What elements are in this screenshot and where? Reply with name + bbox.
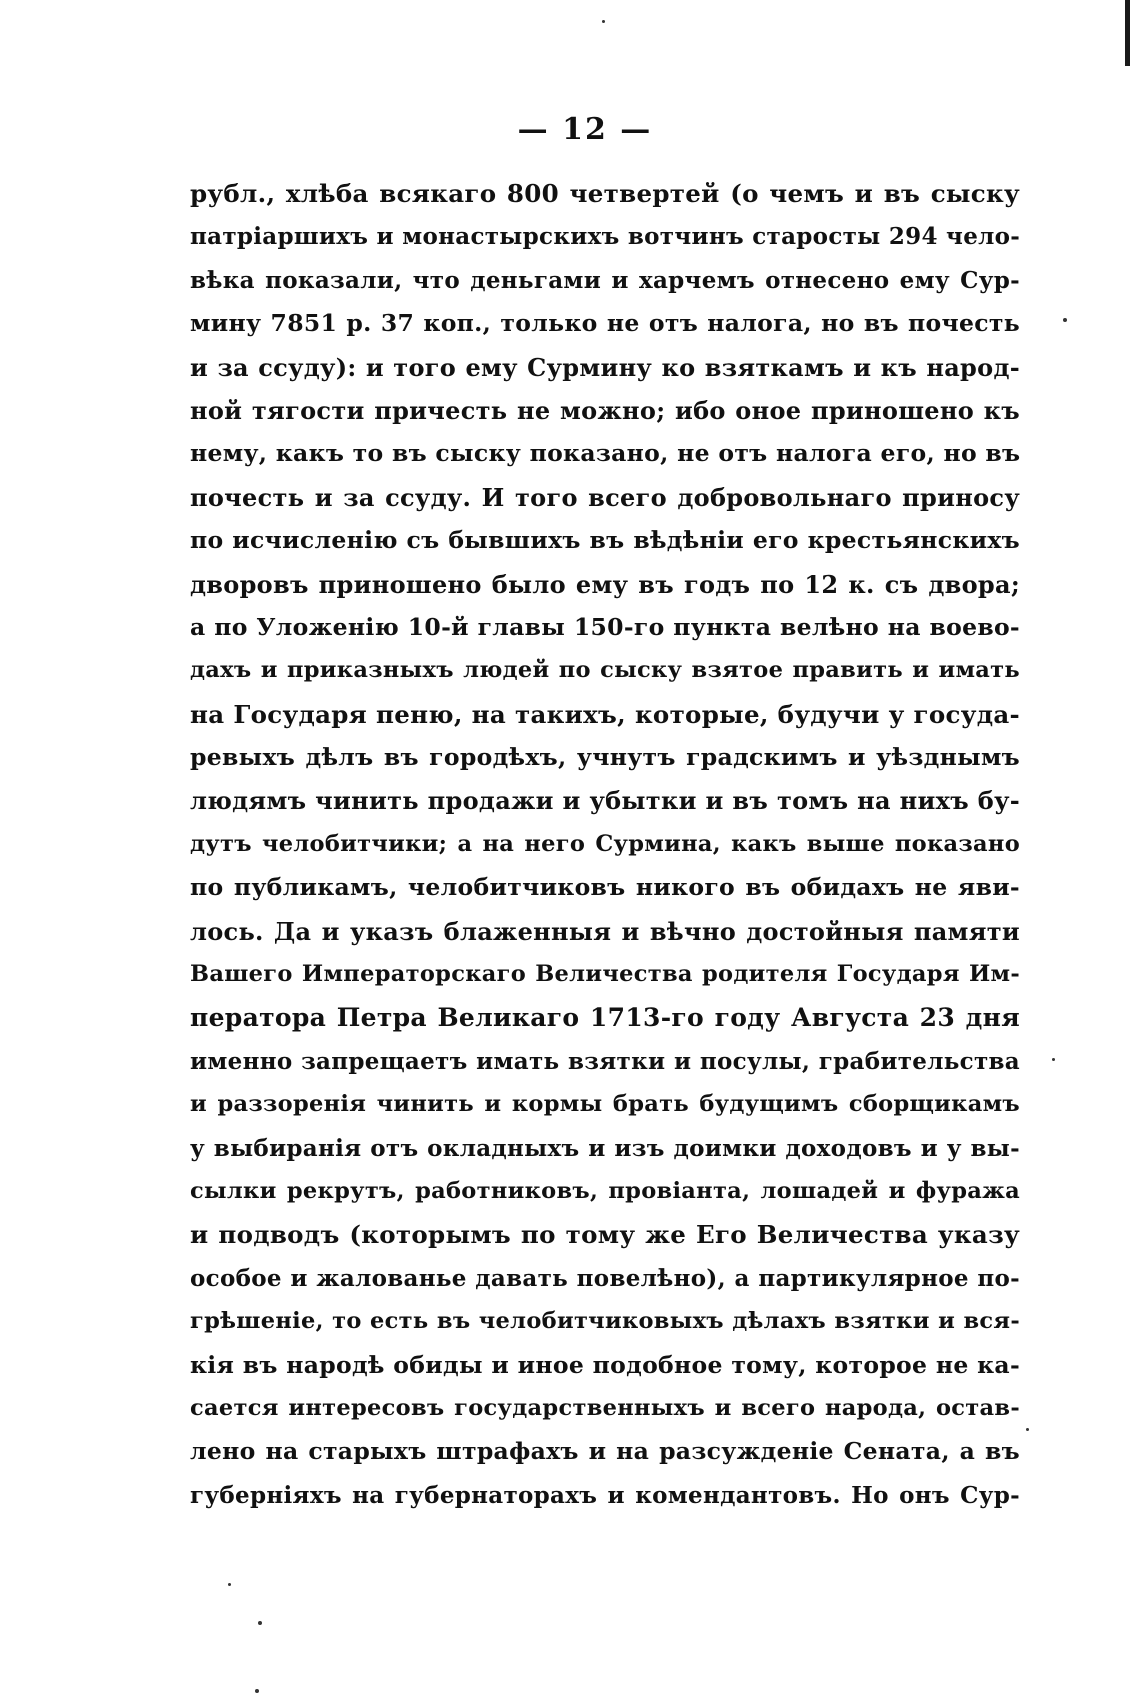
dust-speck (1026, 1428, 1029, 1431)
text-line: ператора Петра Великаго 1713-го году Августа 23 дня (190, 1003, 1020, 1033)
dust-speck (228, 1583, 231, 1586)
text-line: дутъ челобитчики; а на него Сурмина, какъ выше показано (190, 830, 1020, 857)
dust-speck (255, 1689, 259, 1693)
text-line: людямъ чинить продажи и убытки и въ томъ на нихъ бу- (190, 786, 1020, 816)
page-number: — 12 — (517, 112, 653, 147)
text-line: и раззоренія чинить и кормы брать будущимъ сборщикамъ (190, 1091, 1020, 1118)
text-line: сылки рекрутъ, работниковъ, провіанта, лошадей и фуража (190, 1177, 1020, 1204)
text-line: по исчисленію съ бывшихъ въ вѣдѣніи его крестьянскихъ (190, 526, 1020, 555)
text-line: мину 7851 р. 37 коп., только не отъ налога, но въ почесть (190, 309, 1020, 338)
dust-speck (258, 1621, 262, 1625)
text-line: губерніяхъ на губернаторахъ и комендантовъ. Но онъ Сур- (190, 1481, 1020, 1509)
text-line: патріаршихъ и монастырскихъ вотчинъ старосты 294 чело- (190, 223, 1021, 251)
dust-speck (1063, 318, 1067, 322)
text-line: особое и жалованье давать повелѣно), а партикулярное по- (190, 1264, 1020, 1292)
dust-speck (1052, 1058, 1055, 1061)
text-line: сается интересовъ государственныхъ и всего народа, остав- (190, 1394, 1020, 1421)
text-line: дахъ и приказныхъ людей по сыску взятое править и имать (190, 657, 1020, 684)
text-line: кія въ народѣ обиды и иное подобное тому, которое не ка- (190, 1350, 1020, 1379)
text-line: лось. Да и указъ блаженныя и вѣчно достойныя памяти (190, 916, 1020, 946)
text-line: и за ссуду): и того ему Сурмину ко взяткамъ и къ народ- (190, 352, 1020, 382)
text-line: и подводъ (которымъ по тому же Его Величества указу (190, 1220, 1020, 1250)
text-line: грѣшеніе, то есть въ челобитчиковыхъ дѣлахъ взятки и вся- (190, 1308, 1020, 1335)
scan-edge-mark (1125, 0, 1130, 66)
text-line: на Государя пеню, на такихъ, которые, будучи у госуда- (190, 699, 1020, 729)
text-line: у выбиранія отъ окладныхъ и изъ доимки доходовъ и у вы- (190, 1134, 1020, 1162)
text-line: почесть и за ссуду. И того всего добровольнаго приносу (190, 482, 1020, 512)
text-line: а по Уложенію 10-й главы 150-го пункта велѣно на воево- (190, 612, 1020, 641)
text-line: Вашего Императорскаго Величества родителя Государя Им- (190, 961, 1020, 988)
text-line: нему, какъ то въ сыску показано, не отъ налога его, но въ (190, 439, 1021, 468)
text-line: дворовъ приношено было ему въ годъ по 12 к. съ двора; (190, 569, 1020, 599)
body-text (190, 172, 1020, 1517)
text-line: именно запрещаетъ имать взятки и посулы, грабительства (190, 1047, 1020, 1075)
text-line: по публикамъ, челобитчиковъ никого въ обидахъ не яви- (190, 873, 1020, 902)
text-line: ревыхъ дѣлъ въ городѣхъ, учнутъ градскимъ и уѣзднымъ (190, 743, 1020, 772)
text-line: лено на старыхъ штрафахъ и на разсужденіе Сената, а въ (190, 1437, 1020, 1466)
text-line: рубл., хлѣба всякаго 800 четвертей (о чемъ и въ сыску (190, 179, 1020, 208)
text-line: вѣка показали, что деньгами и харчемъ отнесено ему Сур- (190, 266, 1020, 294)
text-line: ной тягости причесть не можно; ибо оное приношено къ (190, 395, 1020, 425)
dust-speck (602, 20, 605, 23)
